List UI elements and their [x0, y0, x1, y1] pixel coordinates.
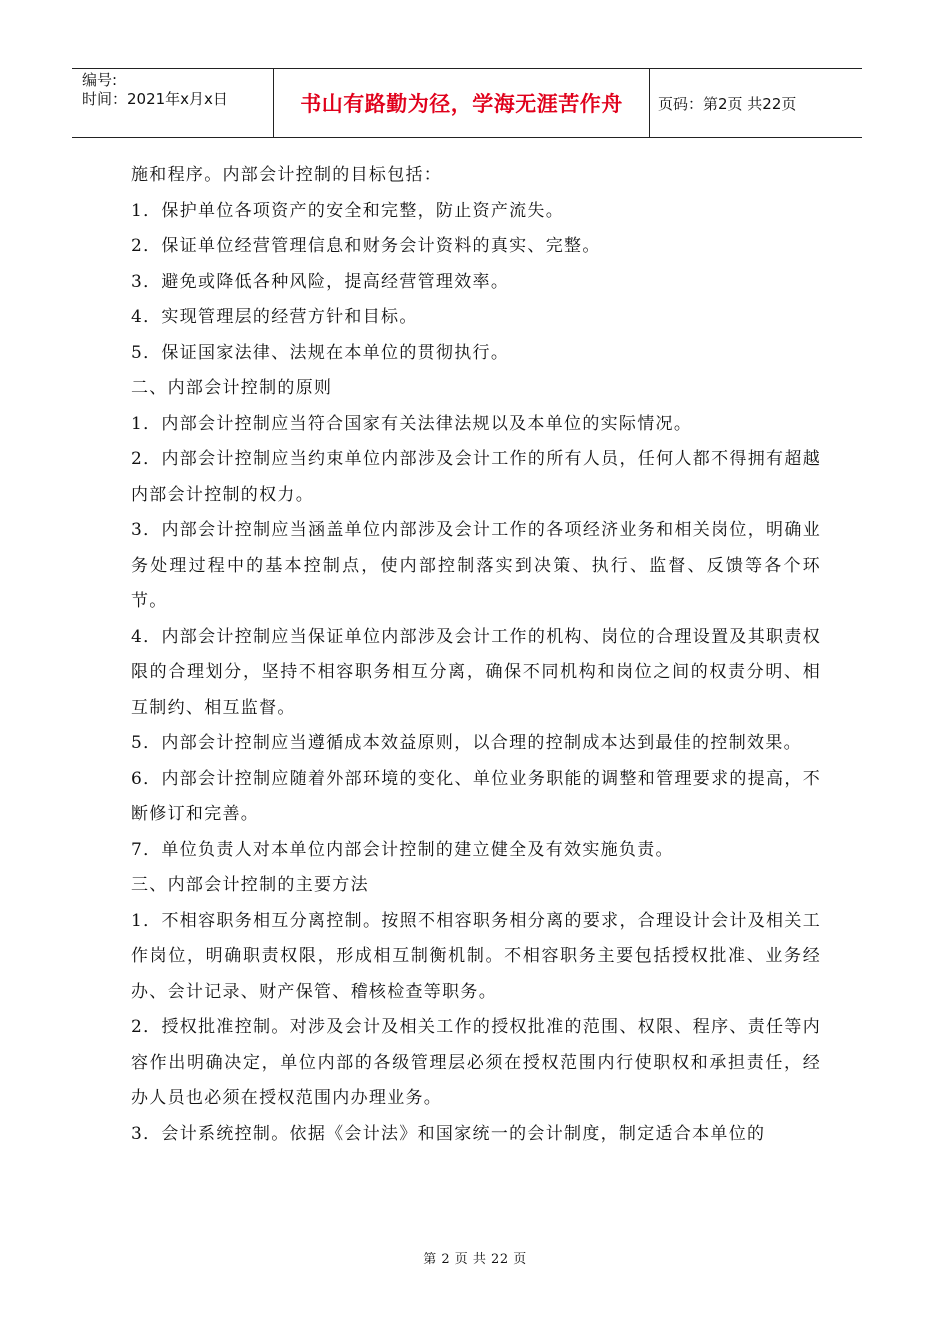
document-time-label: 时间：2021年x月x日 — [82, 90, 228, 108]
document-body — [131, 158, 821, 1152]
paragraph: 3．会计系统控制。依据《会计法》和国家统一的会计制度，制定适合本单位的 — [131, 1123, 766, 1144]
document-number-label: 编号: — [82, 71, 118, 89]
paragraph: 2．授权批准控制。对涉及会计及相关工作的授权批准的范围、权限、程序、责任等内容作出明确决定，单位内部的各级管理层必须在授权范围内行使职权和承担责任，经办人员也必须在授权范围内办理业务。 — [131, 1017, 821, 1108]
paragraph: 4．内部会计控制应当保证单位内部涉及会计工作的机构、岗位的合理设置及其职责权限的合理划分，坚持不相容职务相互分离，确保不同机构和岗位之间的权责分明、相互制约、相互监督。 — [131, 626, 821, 718]
page-footer — [0, 1248, 950, 1267]
paragraph: 5．保证国家法律、法规在本单位的贯彻执行。 — [131, 342, 510, 363]
paragraph: 1．内部会计控制应当符合国家有关法律法规以及本单位的实际情况。 — [131, 413, 693, 434]
header-page-cell — [650, 69, 862, 137]
paragraph: 1．不相容职务相互分离控制。按照不相容职务相分离的要求，合理设计会计及相关工作岗位，明确职责权限，形成相互制衡机制。不相容职务主要包括授权批准、业务经办、会计记录、财产保管、稽核检查等职务。 — [131, 910, 821, 1002]
document-header — [72, 68, 862, 138]
paragraph: 施和程序。内部会计控制的目标包括： — [131, 165, 443, 185]
header-motto-cell — [274, 69, 650, 137]
header-motto: 书山有路勤为径，学海无涯苦作舟 — [300, 92, 623, 116]
header-page-info: 页码：第2页 共22页 — [658, 94, 797, 113]
header-meta-cell — [72, 69, 274, 137]
paragraph: 3．避免或降低各种风险，提高经营管理效率。 — [131, 271, 510, 292]
paragraph: 4．实现管理层的经营方针和目标。 — [131, 307, 418, 327]
section-heading: 二、内部会计控制的原则 — [131, 378, 333, 398]
paragraph: 5．内部会计控制应当遵循成本效益原则，以合理的控制成本达到最佳的控制效果。 — [131, 733, 802, 753]
footer-page-number: 第 2 页 共 22 页 — [423, 1252, 527, 1267]
paragraph: 1．保护单位各项资产的安全和完整，防止资产流失。 — [131, 200, 565, 221]
paragraph: 2．保证单位经营管理信息和财务会计资料的真实、完整。 — [131, 236, 601, 256]
paragraph: 6．内部会计控制应随着外部环境的变化、单位业务职能的调整和管理要求的提高，不断修订和完善。 — [131, 768, 821, 824]
paragraph: 3．内部会计控制应当涵盖单位内部涉及会计工作的各项经济业务和相关岗位，明确业务处理过程中的基本控制点，使内部控制落实到决策、执行、监督、反馈等各个环节。 — [131, 520, 821, 611]
paragraph: 2．内部会计控制应当约束单位内部涉及会计工作的所有人员，任何人都不得拥有超越内部会计控制的权力。 — [131, 449, 821, 505]
paragraph: 7．单位负责人对本单位内部会计控制的建立健全及有效实施负责。 — [131, 839, 674, 860]
section-heading: 三、内部会计控制的主要方法 — [131, 875, 369, 895]
